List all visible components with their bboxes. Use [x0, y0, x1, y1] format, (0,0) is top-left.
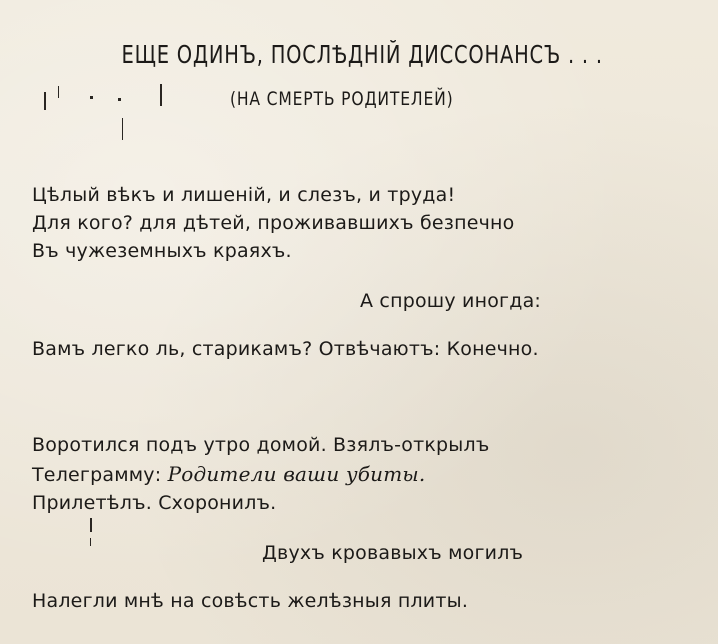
ink-mark	[160, 84, 162, 106]
poem-subtitle: (НА СМЕРТЬ РОДИТЕЛЕЙ)	[230, 88, 454, 110]
ink-mark	[122, 118, 123, 140]
poem-line-text: Телеграмму:	[32, 464, 168, 486]
poem-line: Въ чужеземныхъ краяхъ.	[32, 240, 292, 262]
ink-mark	[118, 98, 121, 101]
poem-line: Налегли мнѣ на совѣсть желѣзныя плиты.	[32, 590, 469, 612]
poem-line: Прилетѣлъ. Схоронилъ.	[32, 492, 277, 514]
poem-line: А спрошу иногда:	[360, 290, 542, 312]
ink-mark	[90, 538, 91, 546]
ink-mark	[44, 92, 46, 110]
poem-line: Цѣлый вѣкъ и лишеній, и слезъ, и труда!	[32, 184, 456, 206]
poem-title: ЕЩЕ ОДИНЪ, ПОСЛѢДНІЙ ДИССОНАНСЪ . . .	[121, 40, 603, 69]
poem-line: Воротился подъ утро домой. Взялъ-открылъ	[32, 434, 490, 456]
poem-line: Двухъ кровавыхъ могилъ	[262, 542, 524, 564]
poem-line: Для кого? для дѣтей, проживавшихъ безпечно	[32, 212, 515, 234]
ink-mark	[90, 96, 93, 99]
poem-line: Вамъ легко ль, старикамъ? Отвѣчаютъ: Конечно.	[32, 338, 539, 360]
poem-line-italic: Родители ваши убиты.	[167, 462, 426, 486]
ink-mark	[90, 518, 92, 532]
ink-mark	[58, 86, 59, 98]
poem-line	[32, 462, 425, 486]
